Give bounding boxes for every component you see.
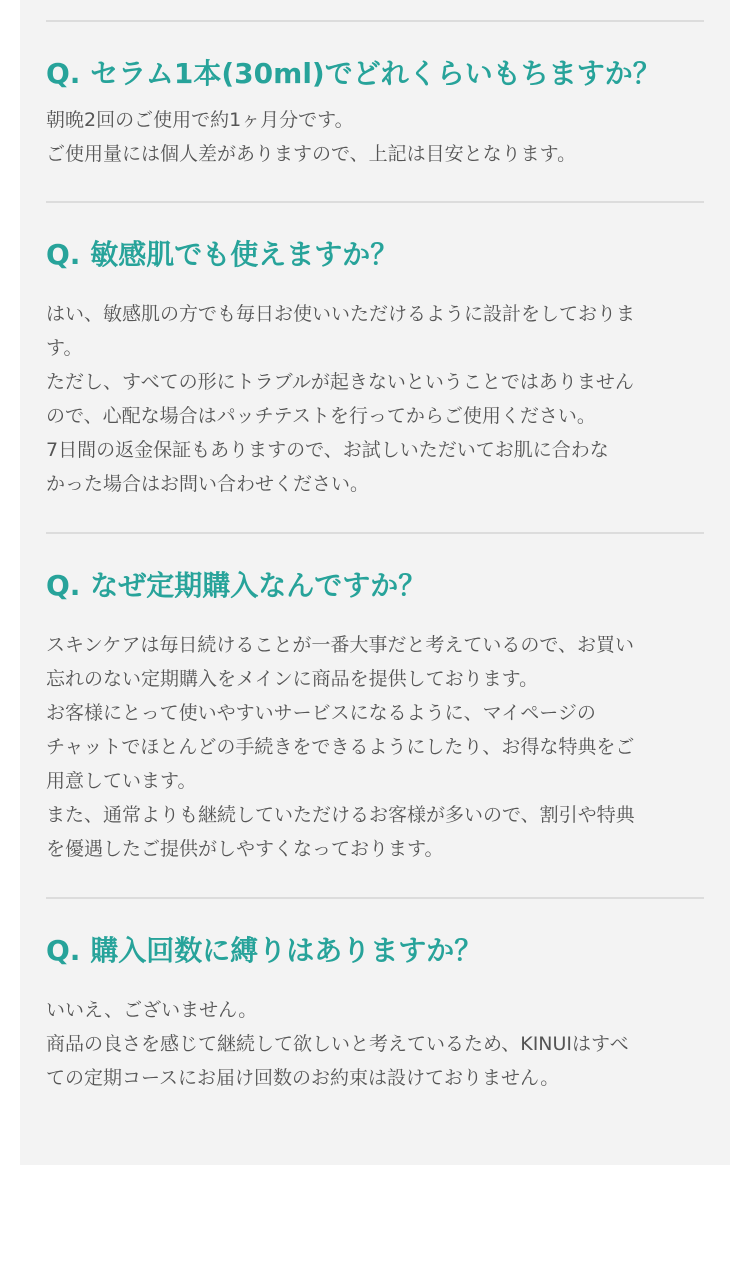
faq-divider <box>46 532 704 534</box>
answer-line: す。 <box>46 337 83 359</box>
faq-question-sensitive-skin: Q. 敏感肌でも使えますか？ <box>46 238 399 271</box>
faq-answer-sensitive-skin <box>46 297 706 501</box>
faq-panel <box>20 0 730 1165</box>
answer-line: ので、心配な場合はパッチテストを行ってからご使用ください。 <box>46 405 596 427</box>
faq-divider <box>46 20 704 22</box>
answer-line: はい、敏感肌の方でも毎日お使いいただけるように設計をしておりま <box>46 303 636 325</box>
answer-line: ての定期コースにお届け回数のお約束は設けておりません。 <box>46 1067 560 1089</box>
faq-answer-purchase-commitment <box>46 993 706 1095</box>
answer-line: 忘れのない定期購入をメインに商品を提供しております。 <box>46 668 539 690</box>
answer-line: チャットでほとんどの手続きをできるようにしたり、お得な特典をご <box>46 736 635 758</box>
answer-line: 朝晩2回のご使用で約1ヶ月分です。 <box>46 109 354 131</box>
answer-line: いいえ、ございません。 <box>46 999 258 1021</box>
answer-line: スキンケアは毎日続けることが一番大事だと考えているので、お買い <box>46 634 635 656</box>
answer-line: かった場合はお問い合わせください。 <box>46 473 370 495</box>
answer-line: また、通常よりも継続していただけるお客様が多いので、割引や特典 <box>46 804 635 826</box>
answer-line: 用意しています。 <box>46 770 197 792</box>
answer-line: を優遇したご提供がしやすくなっております。 <box>46 838 444 860</box>
answer-line: お客様にとって使いやすいサービスになるように、マイページの <box>46 702 596 724</box>
answer-line: ただし、すべての形にトラブルが起きないということではありません <box>46 371 634 393</box>
faq-question-purchase-commitment: Q. 購入回数に縛りはありますか？ <box>46 934 483 967</box>
faq-question-subscription-reason: Q. なぜ定期購入なんですか？ <box>46 569 427 602</box>
faq-answer-subscription-reason <box>46 628 706 866</box>
faq-question-serum-duration: Q. セラム1本(30ml)でどれくらいもちますか？ <box>46 57 661 90</box>
answer-line: 7日間の返金保証もありますので、お試しいただいてお肌に合わな <box>46 439 609 461</box>
answer-line: ご使用量には個人差がありますので、上記は目安となります。 <box>46 143 577 165</box>
faq-divider <box>46 201 704 203</box>
faq-divider <box>46 897 704 899</box>
faq-answer-serum-duration <box>46 103 706 171</box>
answer-line: 商品の良さを感じて継続して欲しいと考えているため、KINUIはすべ <box>46 1033 629 1055</box>
